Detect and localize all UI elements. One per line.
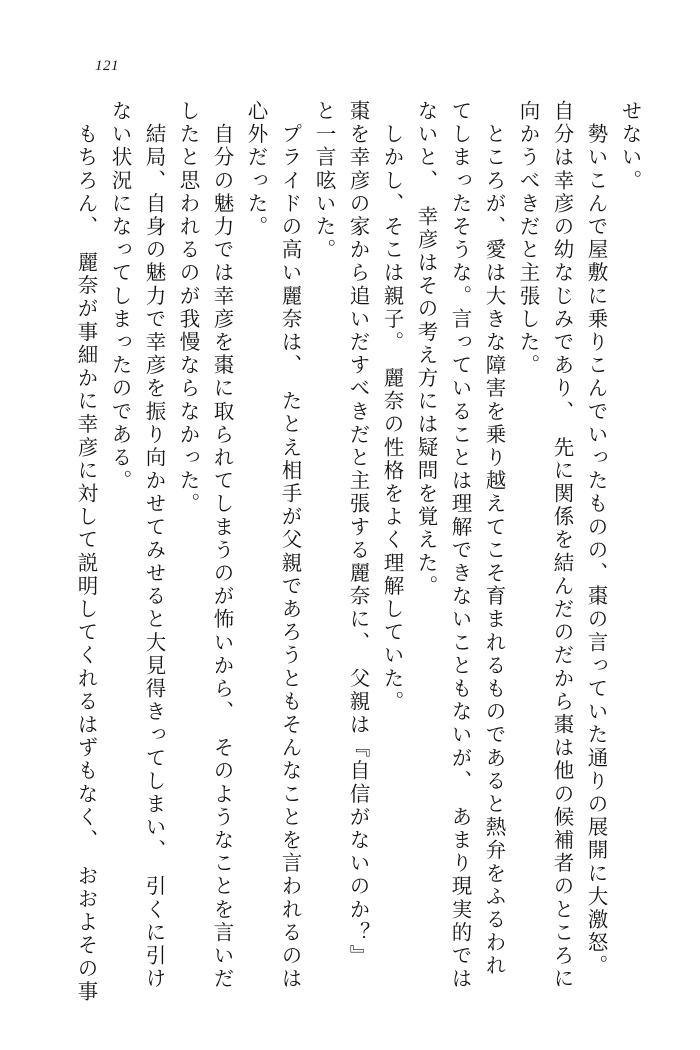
page-number: 121 <box>95 58 119 74</box>
text-column: 向かうべきだと主張した。 <box>516 100 540 378</box>
text-column: ない状況になってしまったのである。 <box>108 100 132 493</box>
vertical-text-block <box>60 100 642 1004</box>
text-column: 勢いこんで屋敷に乗りこんでいったものの、棗の言っていた通りの展開に大激怒。 <box>584 100 608 978</box>
text-column: もちろん、 麗奈が事細かに幸彦に対して説明してくれるはずもなく、 おおよその事 <box>74 100 98 1004</box>
text-column: 結局、自身の魅力で幸彦を振り向かせてみせると大見得きってしまい、 引くに引け <box>142 100 166 991</box>
text-column: 棗を幸彦の家から追いだすべきだと主張する麗奈に、 父親は『自信がないのか？』 <box>346 100 370 968</box>
text-column: せない。 <box>618 100 642 193</box>
text-column: ないと、 幸彦はその考え方には疑問を覚えた。 <box>414 100 438 598</box>
text-column: てしまったそうな。言っていることは理解できないこともないが、 あまり現実的では <box>448 100 472 991</box>
text-column: と一言呟いた。 <box>312 100 336 262</box>
text-column: プライドの高い麗奈は、 たとえ相手が父親であろうともそんなことを言われるのは <box>278 100 302 991</box>
text-column: 心外だった。 <box>244 100 268 239</box>
text-column: したと思われるのが我慢ならなかった。 <box>176 100 200 516</box>
text-column: 自分は幸彦の幼なじみであり、 先に関係を結んだのだから棗は他の候補者のところに <box>550 100 574 991</box>
text-column: ところが、愛は大きな障害を乗り越えてこそ育まれるものであると熱弁をふるわれ <box>482 100 506 978</box>
text-column: しかし、そこは親子。 麗奈の性格をよく理解していた。 <box>380 100 404 714</box>
text-column: 自分の魅力では幸彦を棗に取られてしまうのが怖いから、 そのようなことを言いだ <box>210 100 234 991</box>
